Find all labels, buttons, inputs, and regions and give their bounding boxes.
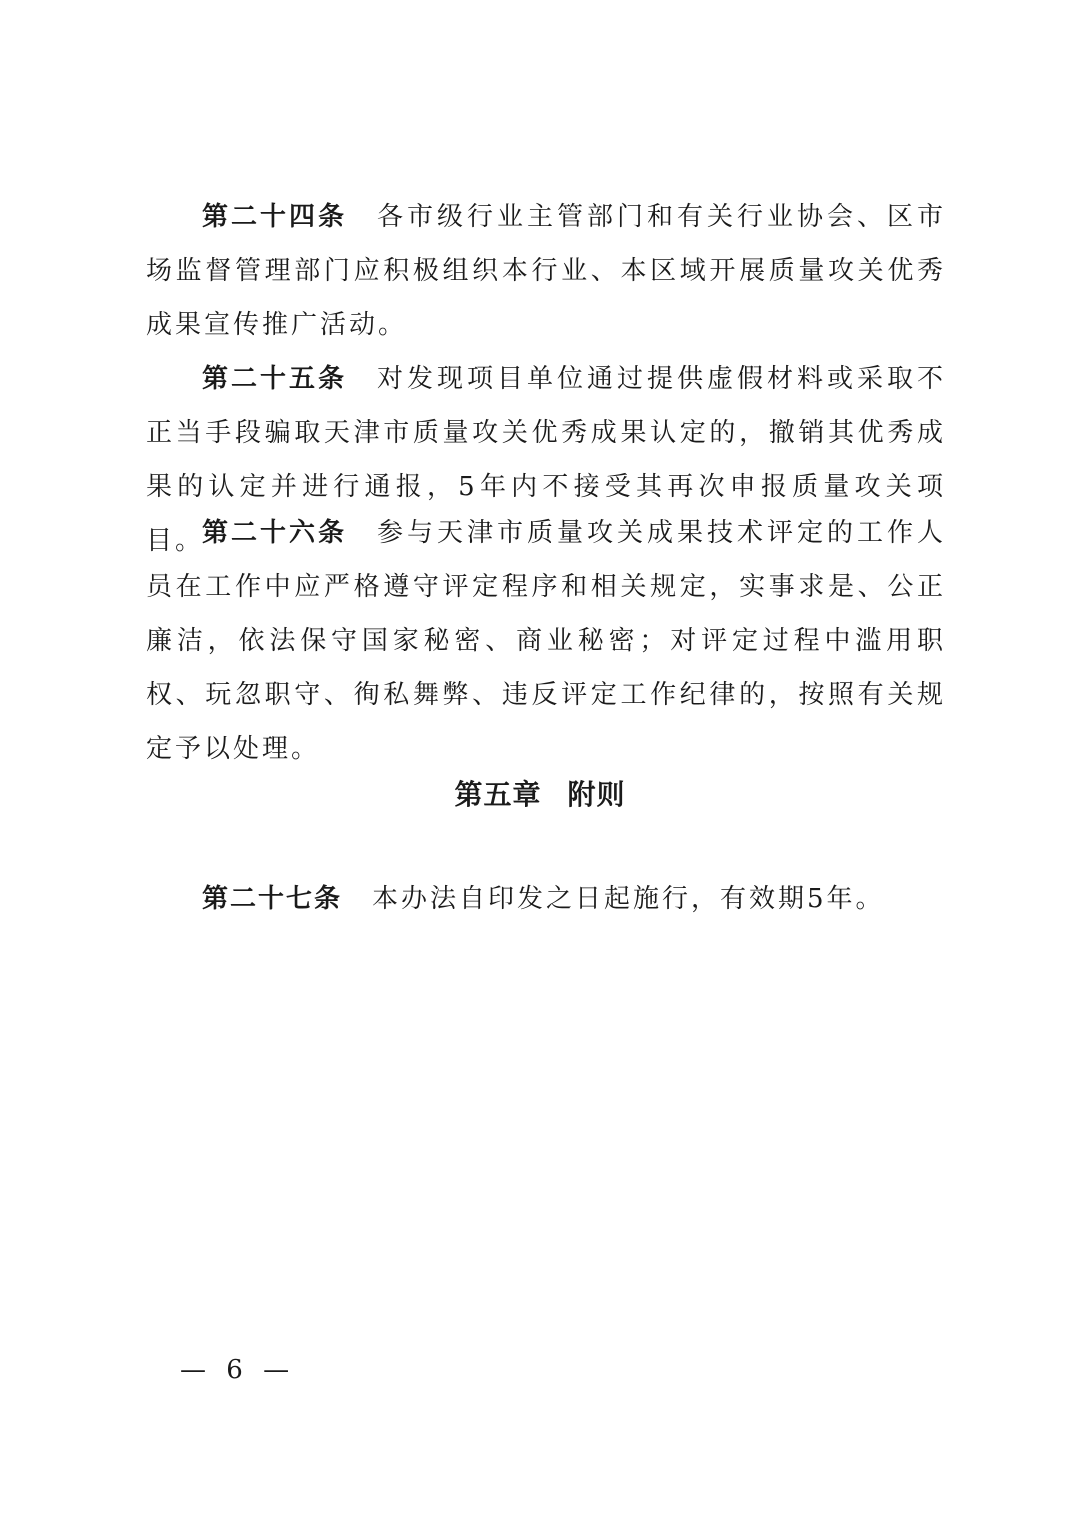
article-label: 第二十六条 (202, 518, 347, 548)
chapter-title: 附则 (567, 778, 626, 811)
article-27 (146, 872, 946, 926)
article-26 (146, 506, 946, 776)
article-24 (146, 190, 946, 352)
article-text: 对发现项目单位通过提供虚假材料或采取不正当手段骗取天津市质量攻关优秀成果认定的，撤销其优秀成果的认定并进行通报，5年内不接受其再次申报质量攻关项目。 (146, 364, 946, 556)
article-label: 第二十四条 (202, 202, 347, 232)
article-label: 第二十七条 (202, 884, 343, 914)
article-text: 各市级行业主管部门和有关行业协会、区市场监督管理部门应积极组织本行业、本区域开展质量攻关优秀成果宣传推广活动。 (146, 202, 946, 340)
chapter-number: 第五章 (454, 778, 542, 811)
article-label: 第二十五条 (202, 364, 347, 394)
article-text: 本办法自印发之日起施行，有效期5年。 (372, 884, 885, 914)
page-number: — 6 — (180, 1355, 296, 1385)
chapter-heading (0, 768, 1080, 822)
article-text: 参与天津市质量攻关成果技术评定的工作人员在工作中应严格遵守评定程序和相关规定，实事求是、公正廉洁，依法保守国家秘密、商业秘密；对评定过程中滥用职权、玩忽职守、徇私舞弊、违反评定工作纪律的，按照有关规定予以处理。 (146, 518, 946, 764)
